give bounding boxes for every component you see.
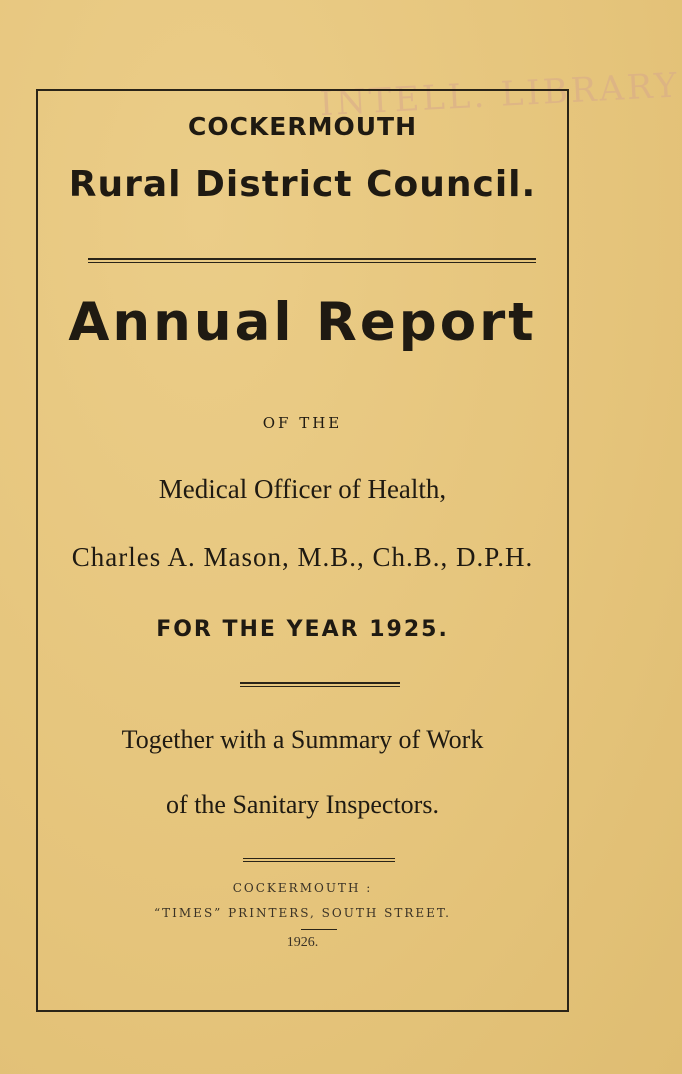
short-rule — [301, 929, 337, 930]
summary-line-1: Together with a Summary of Work — [121, 725, 484, 754]
imprint-printer: “TIMES” PRINTERS, SOUTH STREET. — [154, 906, 451, 920]
of-the-label: OF THE — [262, 414, 343, 432]
imprint-place: COCKERMOUTH : — [232, 881, 373, 895]
divider-rule — [243, 858, 395, 862]
council-heading: Rural District Council. — [68, 164, 537, 205]
imprint-date: 1926. — [286, 935, 319, 950]
report-title: Annual Report — [68, 292, 537, 353]
town-heading: COCKERMOUTH — [187, 112, 418, 141]
divider-rule — [240, 682, 400, 687]
divider-rule — [88, 258, 536, 263]
report-year: FOR THE YEAR 1925. — [156, 617, 449, 642]
officer-name: Charles A. Mason, M.B., Ch.B., D.P.H. — [71, 542, 534, 572]
officer-title: Medical Officer of Health, — [158, 474, 447, 504]
library-stamp: INTELL. LIBRARY — [318, 65, 681, 125]
summary-line-2: of the Sanitary Inspectors. — [166, 790, 439, 819]
